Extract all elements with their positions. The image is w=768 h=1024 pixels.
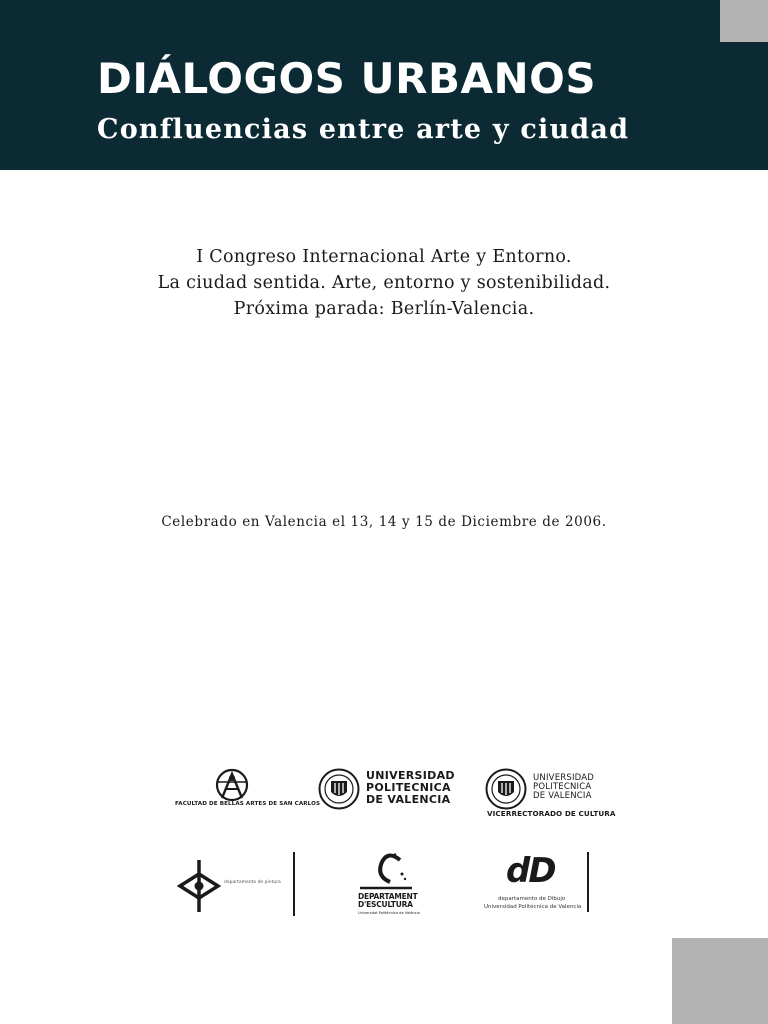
dibujo-name-line: Universidad Politécnica de Valencia bbox=[484, 904, 582, 910]
upv-cultura-caption: VICERRECTORADO DE CULTURA bbox=[487, 809, 616, 818]
upv-cultura-name-line: DE VALENCIA bbox=[533, 791, 592, 801]
page-subtitle: Confluencias entre arte y ciudad bbox=[97, 114, 630, 145]
congress-line: Próxima parada: Berlín-Valencia. bbox=[233, 299, 535, 319]
pintura-logo bbox=[176, 852, 298, 918]
dibujo-logo bbox=[484, 852, 592, 914]
upv-logo bbox=[318, 768, 458, 810]
escultura-caption: Universitat Politècnica de València bbox=[358, 911, 420, 915]
escultura-name-line: DEPARTAMENT bbox=[358, 892, 418, 901]
escultura-emblem-icon bbox=[356, 852, 416, 892]
upv-cultura-name-line: UNIVERSIDAD bbox=[533, 773, 595, 783]
corner-tab-top bbox=[720, 0, 768, 42]
corner-tab-bottom bbox=[672, 938, 768, 1024]
celebration-dates: Celebrado en Valencia el 13, 14 y 15 de Diciembre de 2006. bbox=[161, 514, 607, 530]
vitruvian-emblem-icon bbox=[175, 768, 295, 802]
congress-info bbox=[0, 244, 768, 322]
upv-name-line: POLITECNICA bbox=[366, 781, 451, 794]
dibujo-divider bbox=[587, 852, 589, 912]
pintura-label: departamento de pintura bbox=[224, 880, 281, 885]
congress-line: I Congreso Internacional Arte y Entorno. bbox=[196, 247, 572, 267]
congress-line: La ciudad sentida. Arte, entorno y sostenibilidad. bbox=[157, 273, 611, 293]
cross-diamond-emblem-icon bbox=[176, 856, 222, 916]
upv-seal-icon bbox=[318, 768, 360, 810]
page-title: DIÁLOGOS URBANOS bbox=[97, 54, 597, 103]
upv-name-line: DE VALENCIA bbox=[366, 793, 451, 806]
escultura-name-line: D'ESCULTURA bbox=[358, 900, 413, 909]
bellas-artes-logo bbox=[175, 768, 321, 810]
escultura-logo bbox=[356, 852, 420, 922]
pintura-divider bbox=[293, 852, 295, 916]
dibujo-mark: dD bbox=[506, 851, 555, 891]
dibujo-name-line: departamento de Dibujo bbox=[498, 896, 566, 902]
upv-name-line: UNIVERSIDAD bbox=[366, 769, 455, 782]
upv-seal-icon bbox=[485, 768, 527, 810]
bellas-artes-label: FACULTAD DE BELLAS ARTES DE SAN CARLOS bbox=[175, 801, 321, 807]
upv-cultura-logo bbox=[485, 768, 616, 820]
upv-cultura-name-line: POLITECNICA bbox=[533, 782, 592, 792]
